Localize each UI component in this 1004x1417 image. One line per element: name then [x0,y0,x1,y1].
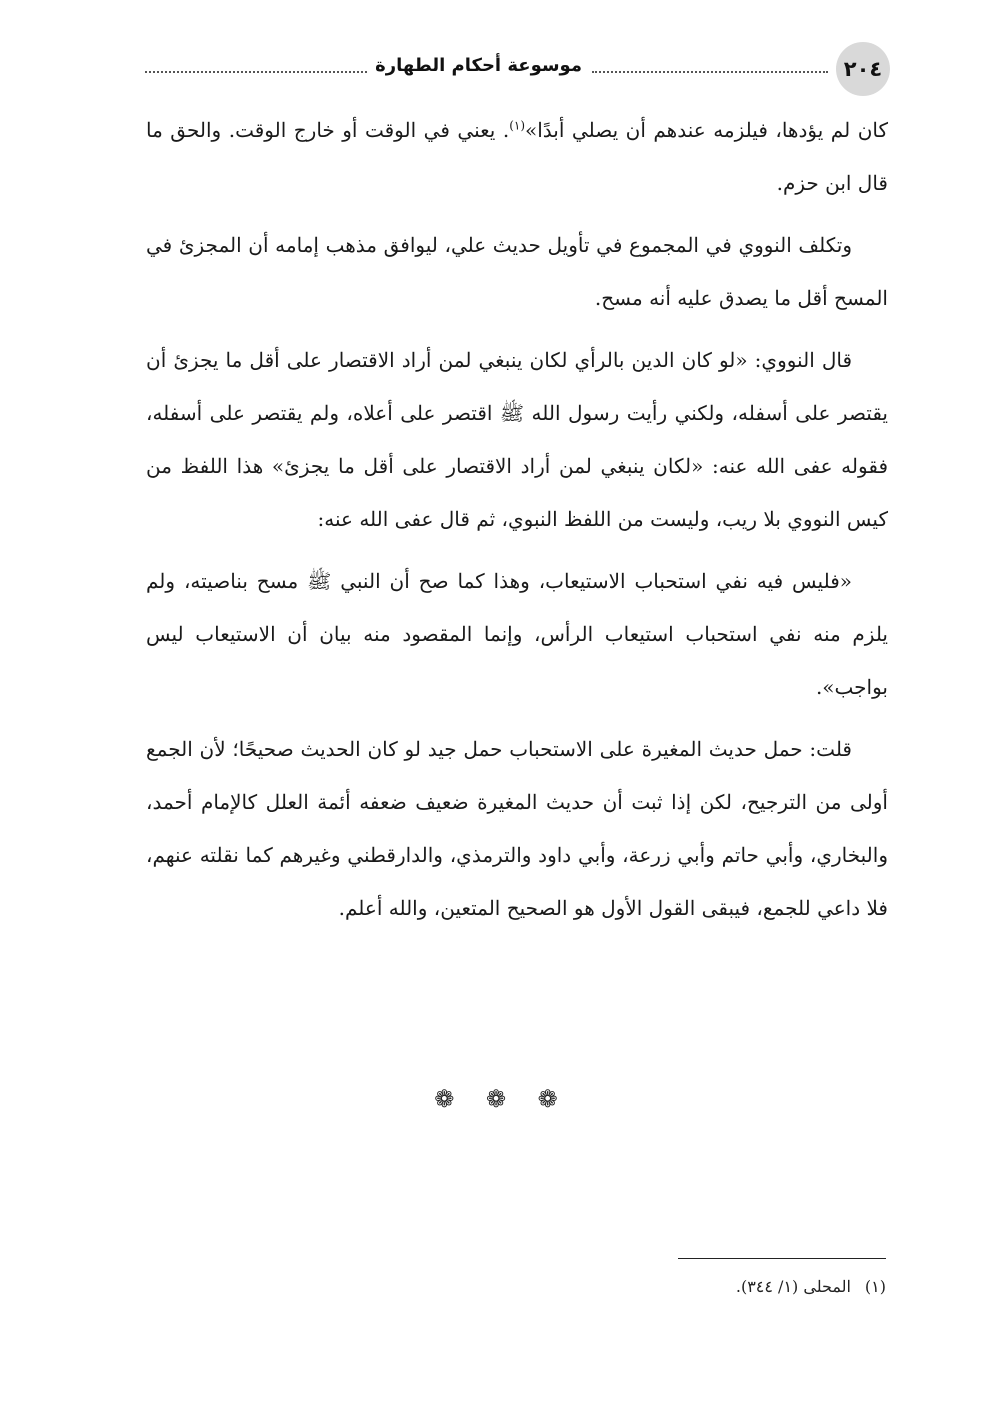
book-title: موسوعة أحكام الطهارة [375,55,582,76]
footnote-number: (١) [864,1277,886,1296]
header-divider-right [592,71,828,73]
paragraph-3: قال النووي: «لو كان الدين بالرأي لكان ينبغي لمن أراد الاقتصار على أقل ما يجزئ أن يقتصر على أسفله، ولكني رأيت رسول الله ﷺ اقتصر على أعلاه، ولم يقتصر على أسفله، فقوله عفى الله عنه: «لكان ينبغي لمن أراد الاقتصار على أقل ما يجزئ» هذا اللفظ من كيس النووي بلا ريب، وليست من اللفظ النبوي، ثم قال عفى الله عنه: [146,348,889,531]
paragraph-1 [146,104,888,210]
paragraph-5: قلت: حمل حديث المغيرة على الاستحباب حمل جيد لو كان الحديث صحيحًا؛ لأن الجمع أولى من الترجيح، لكن إذا ثبت أن حديث المغيرة ضعيف ضعفه أئمة العلل كالإمام أحمد، والبخاري، وأبي حاتم وأبي زرعة، وأبي داود والترمذي، والدارقطني وغيرهم كما نقلته عنهم، فلا داعي للجمع، فيبقى القول الأول هو الصحيح المتعين، والله أعلم. [146,737,888,920]
paragraph-1-start: كان لم يؤدها، فيلزمه عندهم أن يصلي أبدًا» [525,118,888,142]
page-number: ٢٠٤ [836,42,890,96]
footnote-divider [678,1258,886,1259]
section-separator-flowers: ❁ ❁ ❁ [434,1085,570,1113]
paragraph-4-quote: «فليس فيه نفي استحباب الاستيعاب، وهذا كما صح أن النبي ﷺ مسح بناصيته، ولم يلزم منه نفي استحباب استيعاب الرأس، وإنما المقصود منه بيان أن الاستيعاب ليس بواجب». [146,569,888,699]
footnote-text: المحلى (١/ ٣٤٤). [735,1277,851,1296]
footnote-reference: (١) [509,118,526,133]
paragraph-2: وتكلف النووي في المجموع في تأويل حديث علي، ليوافق مذهب إمامه أن المجزئ في المسح أقل ما يصدق عليه أنه مسح. [146,233,888,310]
footnote [736,1277,886,1296]
page-header [145,42,890,98]
paragraph-1-end: . يعني في الوقت أو خارج الوقت. والحق ما قال ابن حزم. [146,118,888,195]
page-body [146,104,888,944]
header-divider-left [145,71,367,73]
